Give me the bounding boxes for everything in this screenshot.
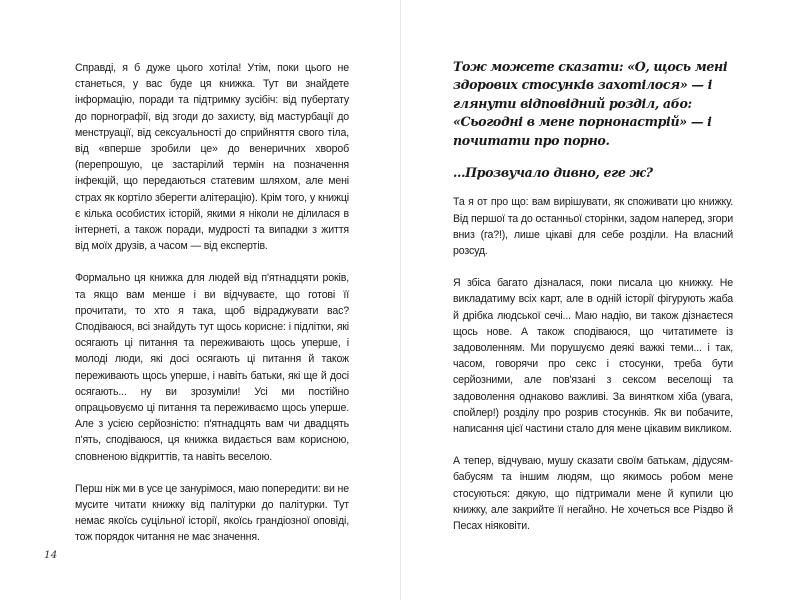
paragraph: Справді, я б дуже цього хотіла! Утім, поки цього не станеться, у вас буде ця книжка. Тут ви знайдете інформацію, поради та підтримку зусібіч: від пубертату до порнографії, від згоди до захисту, від мастурбації до менструації, від сексуальності до сприйняття свого тіла, від «вперше зробили це» до венеричних хвороб (перепрошую, це застарілий термін на позначення інфекцій, що передаються статевим шляхом, але мені страх як кортіло зберегти алітерацію). Крім того, у книжці є кількa особистих історій, якими я ніколи не ділилася в інтернеті, а також поради, мудрості та випадки з життя від моїх друзів, а часом — від експертів. [75,62,349,253]
paragraph: Та я от про що: вам вирішувати, як споживати цю книжку. Від першої та до останньої сторінки, задом наперед, згори вниз (га?!), лише цікаві для себе розділи. На власний розсуд. [453,196,733,258]
lead-quote: Тож можете сказати: «О, щось мені здорових стосунків захотілося» — і глянути відповідний розділ, або: «Сьогодні в мене порнонастрій» — і почитати про порно. [453,59,728,148]
paragraph: Формально ця книжка для людей від п'ятнадцяти років, та якщо вам менше і ви відчуваєте, що готові її прочитати, то хто я така, щоб відраджувати вас? Сподіваюся, всі знайдуть тут щось корисне: і підлітки, які осягають ці питання та переживають щось уперше, і молоді люди, які досі осягають ці питання й також переживають щось уперше, і навіть батьки, які ще й досі осягають... ну ви зрозуміли! Усі ми постійно опрацьовуємо ці питання та переживаємо щось уперше. Але з усією серйозністю: п'ятнадцять вам чи двадцять п'ять, сподіваюся, ця книжка видається вам корисною, сповненою відкриттів, та навіть веселою. [75,272,349,463]
page-number: 14 [44,549,58,561]
paragraph: А тепер, відчуваю, мушу сказати своїм батькам, дідусям-бабусям та іншим людям, що якимось робом мене стосуються: дякую, що підтримали мене й купили цю книжку, але закрийте її негайно. Не хочеться все Різдво й Песах ніяковіти. [453,455,733,533]
right-page [401,0,801,600]
left-text-column [75,60,349,562]
lead-question: ...Прозвучало дивно, еге ж? [453,165,653,181]
paragraph: Перш ніж ми в усе це занурімося, маю попередити: ви не мусите читати книжку від палітурки до палітурки. Тут немає якоїсь суцільної історії, якоїсь грандіозної оповіді, тож порядок читання не має значення. [75,482,349,544]
right-text-column [453,58,733,550]
paragraph: Я збіса багато дізналася, поки писала цю книжку. Не викладатиму всіх карт, але в одній історії фігурують жаба й дрібка людської сечі... Маю надію, ви також дізнаєтеся щось нове. А також сподіваюся, що читатимете із задоволенням. Ми порушуємо деякі важкі теми... і так, часом, говорячи про секс і стосунки, треба бути серйозними, але пов'язані з сексом веселощі та задоволення однаково важливі. За винятком хіба (увага, спойлер!) розділу про розрив стосунків. Як ви побачите, написання цієї частини стало для мене цікавим викликом. [453,277,733,436]
left-page [0,0,400,600]
